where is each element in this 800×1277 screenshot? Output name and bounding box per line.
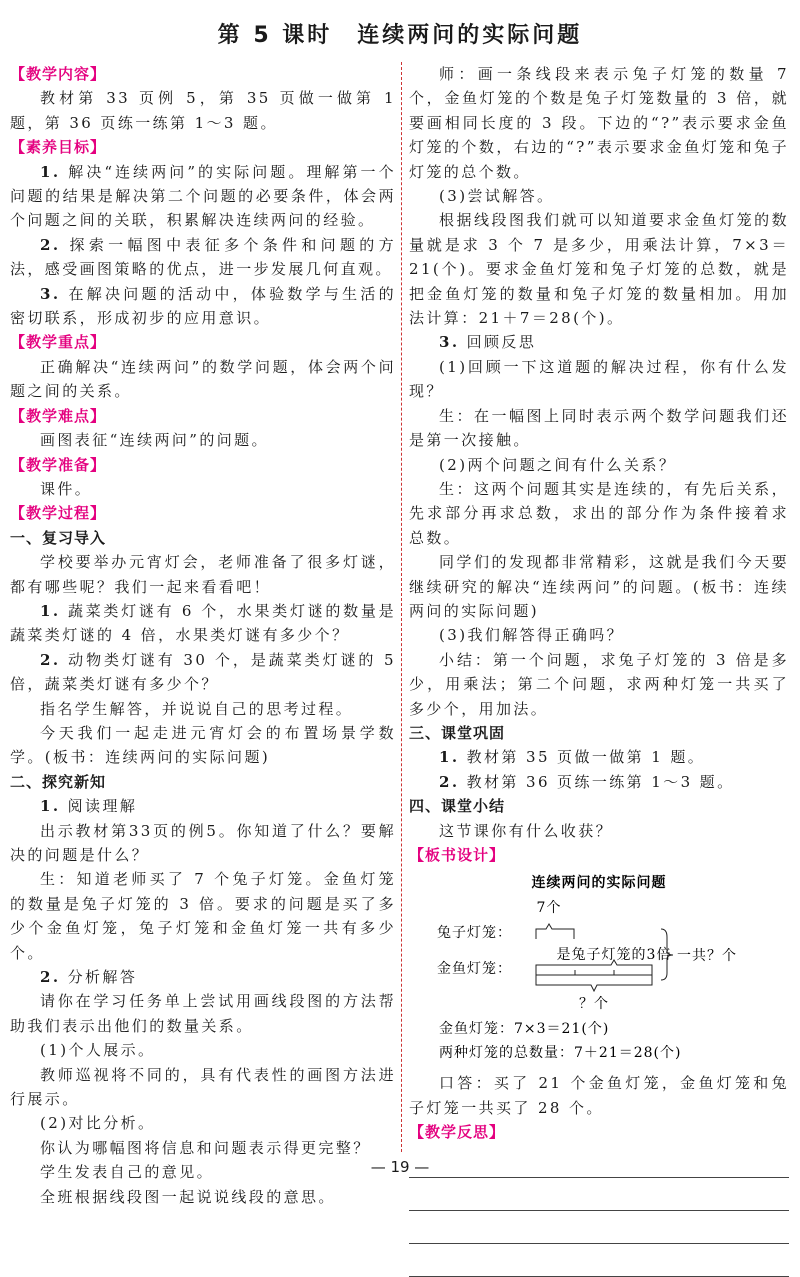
reflection-line xyxy=(409,1243,789,1244)
paragraph: 师：画一条线段来表示兔子灯笼的数量 7 个，金鱼灯笼的个数是兔子灯笼数量的 3 倍，就要画相同长度的 3 段。下边的“?”表示要求金鱼灯笼的个数，右边的“?”表示要求金鱼灯笼和兔子灯笼的总个数。 xyxy=(409,65,789,181)
paragraph: 生：知道老师买了 7 个兔子灯笼。金鱼灯笼的数量是兔子灯笼的 3 倍。要求的问题是买了多少个金鱼灯笼，兔子灯笼和金鱼灯笼一共有多少个。 xyxy=(10,870,396,962)
right-column xyxy=(409,62,789,1277)
exercise-2 xyxy=(409,770,789,794)
heading-board-design: 【板书设计】 xyxy=(409,846,506,864)
heading-goals: 【素养目标】 xyxy=(10,138,107,157)
exercise-text: 教材第 35 页做一做第 1 题。 xyxy=(459,748,706,767)
section-review: 一、复习导入 xyxy=(10,528,107,547)
fish-segment xyxy=(536,965,652,985)
question-text: 动物类灯谜有 30 个，是蔬菜类灯谜的 5 倍，蔬菜类灯谜有多少个？ xyxy=(10,650,396,694)
paragraph: (1)回顾一下这道题的解决过程，你有什么发现？ xyxy=(409,357,789,401)
paragraph: 这节课你有什么收获？ xyxy=(439,821,614,840)
calc-total: 两种灯笼的总数量：7＋21＝28(个) xyxy=(439,1045,682,1062)
goal-3 xyxy=(10,282,396,331)
rabbit-segment xyxy=(536,924,574,939)
paragraph: 全班根据线段图一起说说线段的意思。 xyxy=(40,1187,336,1206)
paragraph: (3)尝试解答。 xyxy=(439,187,555,206)
reflection-line xyxy=(409,1177,789,1178)
step-1 xyxy=(10,794,396,818)
item-number: 3. xyxy=(40,284,61,303)
paragraph: 根据线段图我们就可以知道要求金鱼灯笼的数量就是求 3 个 7 是多少，用乘法计算，7×3＝21(个)。要求金鱼灯笼和兔子灯笼的总数，就是把金鱼灯笼的数量和兔子灯笼的数量相加。用加法计算：21＋7＝28(个)。 xyxy=(409,211,789,328)
paragraph: 生：在一幅图上同时表示两个数学问题我们还是第一次接触。 xyxy=(409,406,789,450)
section-summary: 四、课堂小结 xyxy=(409,797,506,816)
reflection-line xyxy=(409,1210,789,1211)
paragraph: (3)我们解答得正确吗？ xyxy=(439,626,625,645)
item-number: 2. xyxy=(40,235,61,254)
heading-preparation: 【教学准备】 xyxy=(10,455,107,474)
paragraph: 你认为哪幅图将信息和问题表示得更完整？ xyxy=(40,1138,371,1157)
goal-text: 解决“连续两问”的实际问题。理解第一个问题的结果是解决第二个问题的必要条件，体会两个问题之间的关联，积累解决连续两问的经验。 xyxy=(10,162,396,230)
heading-difficulties: 【教学难点】 xyxy=(10,406,107,425)
top-label: 7个 xyxy=(536,900,562,917)
question-1 xyxy=(10,599,396,648)
paragraph: (1)个人展示。 xyxy=(40,1041,156,1060)
paragraph: 出示教材第33页的例5。你知道了什么？要解决的问题是什么？ xyxy=(10,821,396,864)
bottom-label: ？个 xyxy=(579,996,609,1013)
paragraph: 生：这两个问题其实是连续的，有先后关系，先求部分再求总数，求出的部分作为条件接着求总数。 xyxy=(409,479,789,547)
paragraph: 学校要举办元宵灯会，老师准备了很多灯谜，都有哪些呢？我们一起来看看吧！ xyxy=(10,553,396,596)
step-text: 回顾反思 xyxy=(459,333,537,352)
paragraph: 小结：第一个问题，求兔子灯笼的 3 倍是多少，用乘法；第二个问题，求两种灯笼一共买了多少个，用加法。 xyxy=(409,650,789,718)
heading-reflection: 【教学反思】 xyxy=(409,1123,506,1142)
paragraph: 正确解决“连续两问”的数学问题，体会两个问题之间的关系。 xyxy=(10,357,396,401)
goal-1 xyxy=(10,160,396,233)
fish-bottom-brace xyxy=(536,980,652,991)
question-text: 蔬菜类灯谜有 6 个，水果类灯谜的数量是蔬菜类灯谜的 4 倍，水果类灯谜有多少个？ xyxy=(10,601,396,645)
item-number: 1. xyxy=(40,601,61,620)
goal-text: 在解决问题的活动中，体验数学与生活的密切联系，形成初步的应用意识。 xyxy=(10,284,396,328)
goal-text: 探索一幅图中表征多个条件和问题的方法，感受画图策略的优点，进一步发展几何直观。 xyxy=(10,235,396,279)
item-number: 1. xyxy=(40,797,61,816)
total-label: 一共？个 xyxy=(677,948,737,965)
paragraph: 请你在学习任务单上尝试用画线段图的方法帮助我们表示出他们的数量关系。 xyxy=(10,992,396,1035)
paragraph: 教材第 33 页例 5，第 35 页做一做第 1 题，第 36 页练一练第 1～3 题。 xyxy=(10,89,396,132)
board-design xyxy=(409,867,789,1095)
item-number: 1. xyxy=(439,748,460,767)
paragraph: 教师巡视将不同的，具有代表性的画图方法进行展示。 xyxy=(10,1065,396,1109)
oral-answer: 口答：买了 21 个金鱼灯笼，金鱼灯笼和兔子灯笼一共买了 28 个。 xyxy=(409,1074,789,1117)
paragraph: (2)对比分析。 xyxy=(40,1114,156,1133)
line-segment-diagram xyxy=(409,867,789,1095)
step-text: 阅读理解 xyxy=(60,797,138,816)
page-number: — 19 — xyxy=(370,1158,430,1176)
item-number: 2. xyxy=(439,772,460,791)
paragraph: (2)两个问题之间有什么关系？ xyxy=(439,455,677,474)
calc-fish: 金鱼灯笼：7×3＝21(个) xyxy=(439,1021,610,1038)
step-2 xyxy=(10,965,396,989)
rabbit-label: 兔子灯笼： xyxy=(437,925,512,942)
paragraph: 指名学生解答，并说说自己的思考过程。 xyxy=(40,699,354,718)
heading-content: 【教学内容】 xyxy=(10,65,107,83)
exercise-1 xyxy=(409,745,789,769)
exercise-text: 教材第 36 页练一练第 1～3 题。 xyxy=(459,772,735,791)
item-number: 1. xyxy=(40,162,61,181)
fish-label: 金鱼灯笼： xyxy=(437,961,512,978)
item-number: 3. xyxy=(439,333,460,352)
section-consolidate: 三、课堂巩固 xyxy=(409,723,506,742)
paragraph: 画图表征“连续两问”的问题。 xyxy=(40,431,269,450)
item-number: 2. xyxy=(40,968,61,987)
section-explore: 二、探究新知 xyxy=(10,772,107,791)
column-divider xyxy=(401,62,402,1152)
paragraph: 课件。 xyxy=(40,479,93,498)
goal-2 xyxy=(10,233,396,282)
lesson-title: 第 5 课时 连续两问的实际问题 xyxy=(217,23,583,48)
paragraph: 今天我们一起走进元宵灯会的布置场景学数学。(板书：连续两问的实际问题) xyxy=(10,723,396,767)
left-column xyxy=(10,62,396,1209)
paragraph: 同学们的发现都非常精彩，这就是我们今天要继续研究的解决“连续两问”的问题。(板书：连续两问的实际问题) xyxy=(409,553,789,620)
item-number: 2. xyxy=(40,650,61,669)
reflection-line xyxy=(409,1276,789,1277)
multiple-label: 是兔子灯笼的3倍 xyxy=(556,947,672,964)
heading-key-points: 【教学重点】 xyxy=(10,333,107,352)
step-text: 分析解答 xyxy=(60,968,138,987)
board-title: 连续两问的实际问题 xyxy=(531,875,667,892)
question-2 xyxy=(10,648,396,697)
paragraph: 学生发表自己的意见。 xyxy=(40,1163,215,1182)
step-3 xyxy=(409,330,789,354)
heading-process: 【教学过程】 xyxy=(10,504,107,523)
